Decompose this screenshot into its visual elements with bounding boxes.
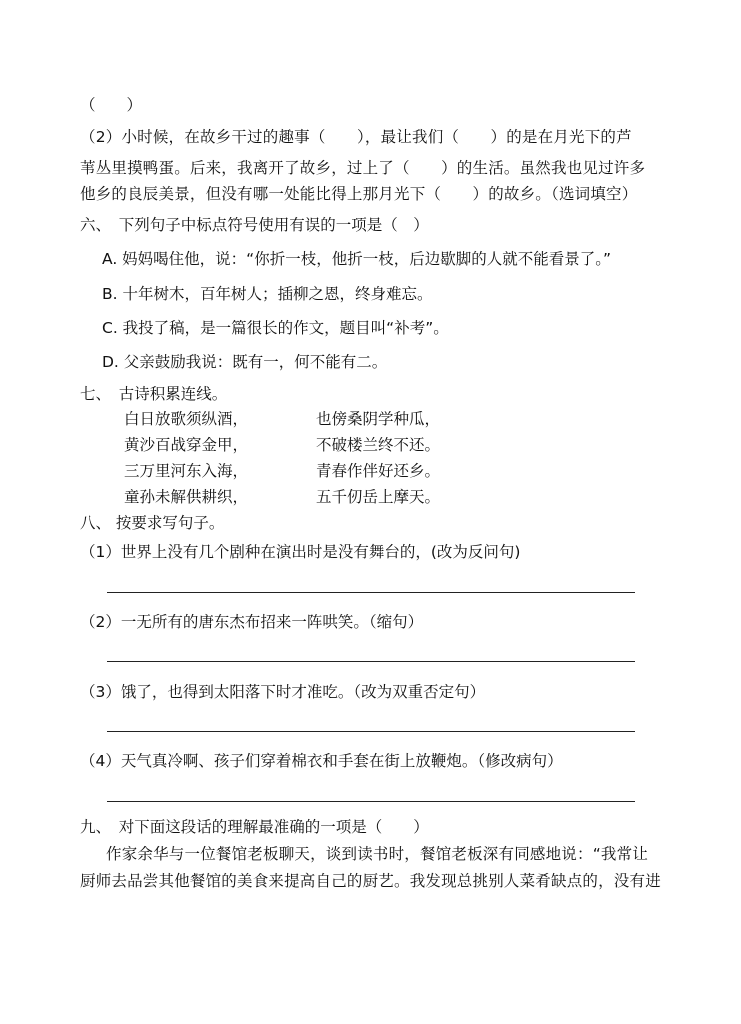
q5-item2-line3: 他乡的良辰美景，但没有哪一处能比得上那月光下（ ）的故乡。（选词填空） <box>80 185 638 203</box>
q9-paragraph-line2: 厨师去品尝其他餐馆的美食来提高自己的厨艺。我发现总挑别人菜肴缺点的，没有进 <box>80 872 661 890</box>
q6-option-a: A. 妈妈喝住他，说：“你折一枝，他折一枝，后边歇脚的人就不能看景了。” <box>102 250 611 268</box>
answer-line[interactable] <box>107 731 635 732</box>
q6-option-c: C. 我投了稿，是一篇很长的作文，题目叫“补考”。 <box>102 319 449 337</box>
poem-right-line: 五千仞岳上摩天。 <box>316 488 441 506</box>
poem-right-line: 不破楼兰终不还。 <box>316 436 441 454</box>
q8-item-4: （4）天气真冷啊、孩子们穿着棉衣和手套在街上放鞭炮。（修改病句） <box>80 752 563 770</box>
poem-left-line: 白日放歌须纵酒， <box>124 410 249 428</box>
poem-left-line: 三万里河东入海， <box>124 462 249 480</box>
q9-paragraph-line1: 作家余华与一位餐馆老板聊天，谈到读书时，餐馆老板深有同感地说：“我常让 <box>106 845 649 863</box>
q6-option-b: B. 十年树木，百年树人；插柳之恩，终身难忘。 <box>102 285 433 303</box>
poem-right-line: 青春作伴好还乡。 <box>316 462 441 480</box>
q6-heading: 六、 下列句子中标点符号使用有误的一项是（ ） <box>80 216 429 234</box>
q6-option-d: D. 父亲鼓励我说：既有一，何不能有二。 <box>102 353 388 371</box>
blank-parentheses: （ ） <box>80 96 143 114</box>
poem-left-line: 黄沙百战穿金甲， <box>124 436 249 454</box>
q8-heading: 八、 按要求写句子。 <box>80 514 225 532</box>
poem-right-line: 也傍桑阴学种瓜， <box>316 410 441 428</box>
poem-left-line: 童孙未解供耕织， <box>124 488 249 506</box>
q8-item-2: （2）一无所有的唐东杰布招来一阵哄笑。（缩句） <box>80 613 424 631</box>
answer-line[interactable] <box>107 592 635 593</box>
q8-item-1: （1）世界上没有几个剧种在演出时是没有舞台的，(改为反问句) <box>80 543 521 561</box>
q7-heading: 七、 古诗积累连线。 <box>80 385 228 403</box>
q5-item2-line1: （2）小时候，在故乡干过的趣事（ ），最让我们（ ）的是在月光下的芦 <box>80 128 632 146</box>
q9-heading: 九、 对下面这段话的理解最准确的一项是（ ） <box>80 818 429 836</box>
q8-item-3: （3）饿了，也得到太阳落下时才准吃。（改为双重否定句） <box>80 683 486 701</box>
answer-line[interactable] <box>107 661 635 662</box>
answer-line[interactable] <box>107 801 635 802</box>
q5-item2-line2: 苇丛里摸鸭蛋。后来，我离开了故乡，过上了（ ）的生活。虽然我也见过许多 <box>80 159 646 177</box>
